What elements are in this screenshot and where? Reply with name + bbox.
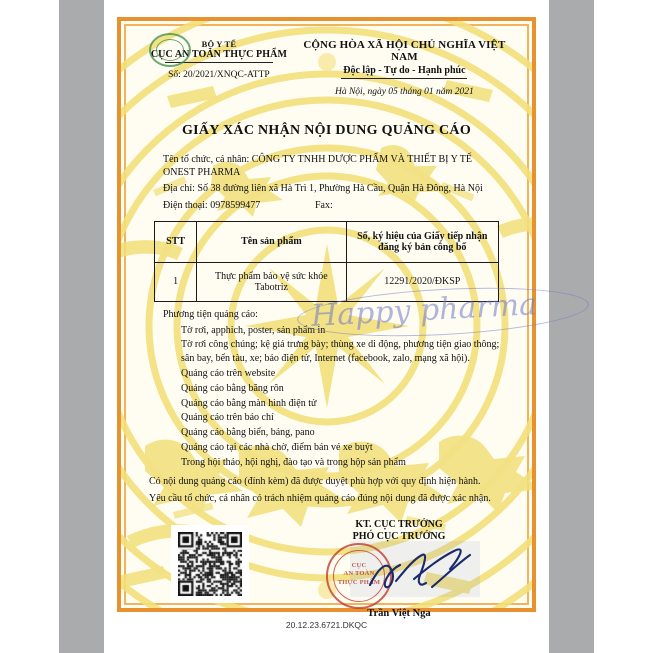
media-section <box>141 308 512 470</box>
footer-code: 20.12.23.6721.DKQC <box>285 620 368 630</box>
media-list <box>163 324 512 470</box>
issue-date: Hà Nội, ngày 05 tháng 01 năm 2021 <box>334 87 474 97</box>
certificate-frame <box>117 17 538 619</box>
list-item: Quảng cáo bằng màn hình điện tử <box>181 397 317 409</box>
signer-name: Trần Việt Nga <box>367 607 431 619</box>
column-header-registration: Số, ký hiệu của Giấy tiếp nhận đăng ký bản công bố <box>346 221 499 262</box>
nation-name: CỘNG HÒA XÃ HỘI CHỦ NGHĨA VIỆT NAM <box>303 39 506 63</box>
list-item: Quảng cáo trên website <box>181 367 276 379</box>
org-phone: Điện thoại: 0978599477 <box>163 199 261 211</box>
table-header-row <box>155 221 499 262</box>
column-header-product: Tên sản phẩm <box>197 221 346 262</box>
national-motto: Độc lập - Tự do - Hạnh phúc <box>343 65 466 76</box>
org-contact-row <box>163 199 512 212</box>
list-item: Tờ rơi, apphich, poster, sản phẩm in <box>181 324 326 336</box>
qr-code <box>171 525 249 603</box>
org-address: Địa chỉ: Số 38 đường liên xã Hà Trì 1, Phường Hà Cầu, Quận Hà Đông, Hà Nội <box>163 183 483 195</box>
left-gray-band <box>59 0 104 653</box>
org-name-value: CÔNG TY TNHH DƯỢC PHẨM VÀ THIẾT BỊ Y TẾ <box>251 154 472 165</box>
media-lead: Phương tiện quảng cáo: <box>163 308 258 320</box>
cell-product-line1: Thực phẩm bảo vệ sức khỏe <box>215 270 328 282</box>
ministry-name: BỘ Y TẾ <box>201 39 237 49</box>
closing-line-2: Yêu cầu tổ chức, cá nhân có trách nhiệm quảng cáo đúng nội dung đã được xác nhận. <box>149 493 491 505</box>
document-header <box>141 39 512 97</box>
signer-role-line2: PHÓ CỤC TRƯỞNG <box>352 530 446 542</box>
list-item: Tờ rơi công chúng; kệ giá trưng bày; thùng xe di động, phương tiện giao thông; sân bay, bến tàu, xe; báo điện tử, Internet (facebook, zalo, mạng xã hội). <box>181 339 500 365</box>
list-item: Quảng cáo bằng biển, bảng, pano <box>181 427 315 439</box>
watermark-text: Happy pharma <box>310 287 538 334</box>
closing-line-1: Có nội dung quảng cáo (đính kèm) đã được duyệt phù hợp với quy định hiện hành. <box>149 475 481 487</box>
table-row <box>155 262 499 301</box>
org-name-line2: ONEST PHARMA <box>163 167 241 179</box>
list-item: Quảng cáo bằng băng rôn <box>181 382 284 394</box>
certificate-content <box>121 21 532 619</box>
closing-statements <box>141 475 512 507</box>
handwritten-signature <box>362 545 478 601</box>
right-gray-band <box>549 0 594 653</box>
org-fax: Fax: <box>315 199 333 211</box>
cell-stt: 1 <box>155 262 197 301</box>
header-right-rule <box>341 78 467 79</box>
page-title: GIẤY XÁC NHẬN NỘI DUNG QUẢNG CÁO <box>181 123 472 138</box>
signature-block <box>304 519 494 619</box>
list-item: Trong hội thảo, hội nghị, đào tạo và trong hộp sản phẩm <box>181 456 406 468</box>
organization-info <box>141 153 512 212</box>
department-name: CỤC AN TOÀN THỰC PHẨM <box>150 49 287 60</box>
signer-role-line1: KT. CỤC TRƯỞNG <box>355 518 443 530</box>
org-name-line <box>163 153 512 166</box>
cell-registration: 12291/2020/ĐKSP <box>346 262 499 301</box>
list-item: Quảng cáo trên báo chí <box>181 412 274 424</box>
cell-product-line2: Tabotriz <box>254 281 288 293</box>
signature-zone <box>141 519 512 637</box>
header-right <box>297 39 512 97</box>
header-left <box>141 39 297 97</box>
column-header-stt: STT <box>155 221 197 262</box>
org-name-label: Tên tổ chức, cá nhân: <box>163 154 250 165</box>
stamp-text: CỤC AN TOÀN THỰC PHẨM <box>337 561 381 587</box>
document-number: Số: 20/2021/XNQC-ATTP <box>168 70 270 80</box>
ministry-green-seal-icon <box>149 33 191 67</box>
cell-product <box>197 262 346 301</box>
list-item: Quảng cáo tại các nhà chờ, điểm bán vé xe buýt <box>181 441 373 453</box>
product-table <box>154 221 499 302</box>
